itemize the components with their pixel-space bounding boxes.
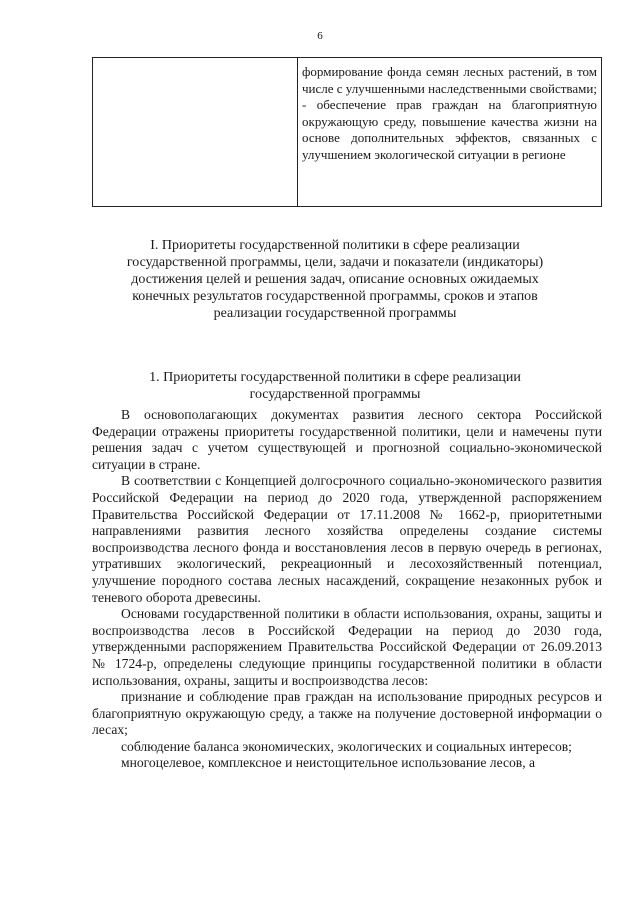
table-cell-empty <box>93 58 298 206</box>
paragraph: В соответствии с Концепцией долгосрочного социально-экономического развития Российской Федерации на период до 2020 года, утвержденной распоряжением Правительства Российской Федерации от 17.11.2008 № 1662-р, приоритетными направлениями развития лесного хозяйства определены создание системы воспроизводства лесного фонда и восстановления лесов в первую очередь в регионах, утративших экологический, рекреационный и лесохозяйственный потенциал, улучшение породного состава лесных насаждений, сокращение незаконных рубок и теневого оборота древесины. <box>92 473 602 605</box>
paragraph: соблюдение баланса экономических, экологических и социальных интересов; <box>121 738 572 754</box>
table-cell-paragraph: - обеспечение прав граждан на благоприятную окружающую среду, повышение качества жизни на основе дополнительных эффектов, связанных с улучшением экологической ситуации в регионе <box>302 97 597 162</box>
subsection-heading: 1. Приоритеты государственной политики в сфере реализации государственной программы <box>149 370 521 402</box>
continued-table <box>92 57 602 207</box>
paragraph: Основами государственной политики в области использования, охраны, защиты и воспроизводства лесов в Российской Федерации на период до 2030 года, утвержденными распоряжением Правительства Российской Федерации от 26.09.2013 № 1724-р, определены следующие принципы государственной политики в области использования, охраны, защиты и воспроизводства лесов: <box>92 606 602 688</box>
page-number: 6 <box>317 30 323 42</box>
paragraph: В основополагающих документах развития лесного сектора Российской Федерации отражены приоритеты государственной политики, цели и намечены пути решения задач с учетом существующей и прогнозной социально-экономической ситуации в стране. <box>92 407 602 472</box>
table-cell-text <box>298 58 601 206</box>
table-cell-paragraph: формирование фонда семян лесных растений, в том числе с улучшенными наследственными свойствами; <box>302 64 597 96</box>
paragraph: многоцелевое, комплексное и неистощительное использование лесов, а <box>121 755 536 771</box>
paragraph: признание и соблюдение прав граждан на использование природных ресурсов и благоприятную окружающую среду, а также на получение достоверной информации о лесах; <box>92 689 602 738</box>
body-text <box>92 407 602 772</box>
section-heading: I. Приоритеты государственной политики в сфере реализации государственной программы, цели, задачи и показатели (индикаторы) достижения целей и решения задач, описание основных ожидаемых конечных результатов государственной программы, сроков и этапов реализации государственной программы <box>126 238 544 321</box>
